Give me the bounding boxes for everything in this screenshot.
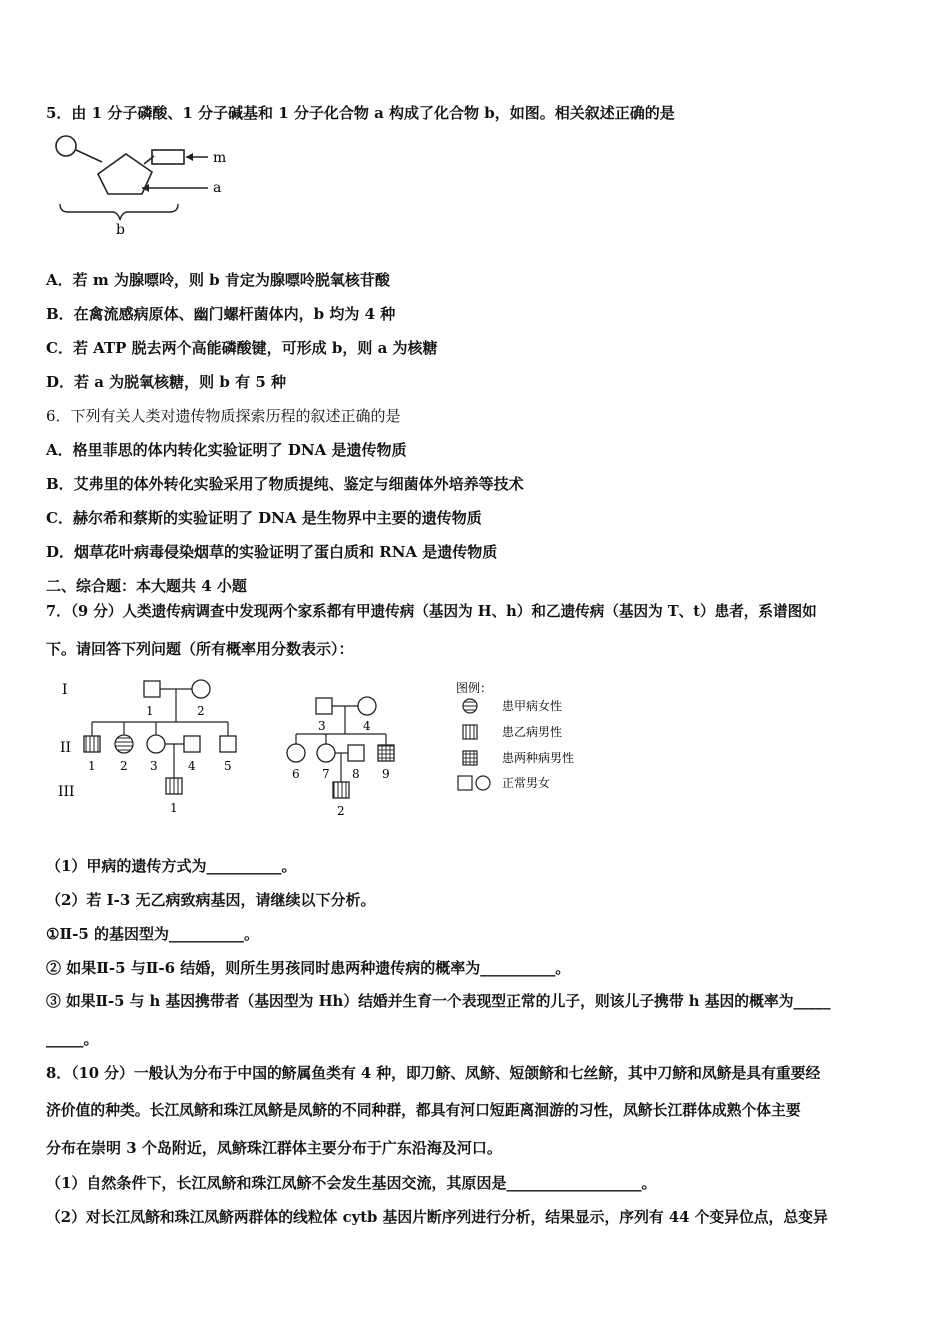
legend-item-1: 患甲病女性 <box>502 699 563 713</box>
q7-stem-line1: 7．（9 分）人类遗传病调查中发现两个家系都有甲遗传病（基因为 H、h）和乙遗传病（基因为 T、t）患者，系谱图如 <box>46 603 817 620</box>
q5-option-d: D．若 a 为脱氧核糖，则 b 有 5 种 <box>46 373 286 391</box>
brace-b <box>60 204 178 220</box>
f1-II4-male-normal <box>184 736 200 752</box>
q7-sub2: （2）若 I-3 无乙病致病基因，请继续以下分析。 <box>46 891 376 909</box>
phosphate-circle <box>56 136 76 156</box>
f1-num-II3: 3 <box>150 759 158 773</box>
f1-II1-male-disease-b <box>84 736 100 752</box>
f2-num-III2: 2 <box>337 804 345 818</box>
q6-option-b: B．艾弗里的体外转化实验采用了物质提纯、鉴定与细菌体外培养等技术 <box>46 475 524 493</box>
f1-II2-female-disease-a <box>115 735 133 753</box>
f1-num-II4: 4 <box>188 759 196 773</box>
q6-option-d: D．烟草花叶病毒侵染烟草的实验证明了蛋白质和 RNA 是遗传物质 <box>46 543 498 561</box>
f1-num-II2: 2 <box>120 759 128 773</box>
f2-I3-male-normal <box>316 698 332 714</box>
q8-stem-line3: 分布在崇明 3 个岛附近，凤鲚珠江群体主要分布于广东沿海及河口。 <box>46 1139 502 1157</box>
f2-num-I4: 4 <box>363 719 371 733</box>
f1-I2-female-normal <box>192 680 210 698</box>
q7-sub2-1: ①Ⅱ-5 的基因型为__________。 <box>46 925 259 943</box>
f2-II7-female-normal <box>317 744 335 762</box>
q5-option-a: A．若 m 为腺嘌呤，则 b 肯定为腺嘌呤脱氧核苷酸 <box>46 271 390 289</box>
f1-num-II1: 1 <box>88 759 96 773</box>
f2-num-II6: 6 <box>292 767 300 781</box>
f2-num-I3: 3 <box>318 719 326 733</box>
q6-stem: 6．下列有关人类对遗传物质探索历程的叙述正确的是 <box>46 407 401 425</box>
q5-option-c: C．若 ATP 脱去两个高能磷酸键，可形成 b，则 a 为核糖 <box>46 339 438 357</box>
q8-stem-line1: 8．（10 分）一般认为分布于中国的鲚属鱼类有 4 种，即刀鲚、凤鲚、短颌鲚和七丝鲚，其中刀鲚和凤鲚是具有重要经 <box>46 1065 821 1082</box>
f1-num-I2: 2 <box>197 704 205 718</box>
label-m: m <box>213 150 227 166</box>
section-heading: 二、综合题：本大题共 4 小题 <box>46 577 247 595</box>
legend-symbol-normal-female <box>476 776 490 790</box>
q7-sub1: （1）甲病的遗传方式为__________。 <box>46 857 297 875</box>
f1-III1-male-disease-b <box>166 778 182 794</box>
legend-title: 图例： <box>456 681 493 695</box>
label-a: a <box>213 180 222 196</box>
f1-II5-male-normal <box>220 736 236 752</box>
label-b: b <box>116 222 125 238</box>
q7-stem-line2: 下。请回答下列问题（所有概率用分数表示）： <box>46 640 354 658</box>
q8-sub2: （2）对长江凤鲚和珠江凤鲚两群体的线粒体 cytb 基因片断序列进行分析，结果显示，序列有 44 个变异位点，总变异 <box>46 1209 828 1226</box>
q7-sub2-2: ② 如果Ⅱ-5 与Ⅱ-6 结婚，则所生男孩同时患两种遗传病的概率为__________。 <box>46 959 571 977</box>
f2-III2-male-disease-b <box>333 782 349 798</box>
gen-label-iii: III <box>58 784 75 800</box>
q6-option-a: A．格里菲思的体内转化实验证明了 DNA 是遗传物质 <box>46 441 407 459</box>
f2-num-II9: 9 <box>382 767 390 781</box>
legend-item-4: 正常男女 <box>502 776 551 790</box>
pedigree-figure <box>52 672 612 820</box>
q8-sub1: （1）自然条件下，长江凤鲚和珠江凤鲚不会发生基因交流，其原因是__________________。 <box>46 1174 657 1192</box>
legend-symbol-both-diseases-male <box>463 751 477 765</box>
base-rect <box>152 150 184 164</box>
f2-I4-female-normal <box>358 697 376 715</box>
legend-symbol-disease-a-female <box>463 699 477 713</box>
legend-item-2: 患乙病男性 <box>502 725 563 739</box>
f1-num-III1: 1 <box>170 801 178 815</box>
legend-item-3: 患两种病男性 <box>502 751 575 765</box>
q7-sub2-3a: ③ 如果Ⅱ-5 与 h 基因携带者（基因型为 Hh）结婚并生育一个表现型正常的儿子，则该儿子携带 h 基因的概率为_____ <box>46 993 831 1010</box>
f1-num-II5: 5 <box>224 759 232 773</box>
q6-option-c: C．赫尔希和蔡斯的实验证明了 DNA 是生物界中主要的遗传物质 <box>46 509 482 527</box>
q5-option-b: B．在禽流感病原体、幽门螺杆菌体内，b 均为 4 种 <box>46 305 396 323</box>
f2-num-II8: 8 <box>352 767 360 781</box>
f2-II8-male-normal <box>348 745 364 761</box>
f1-num-I1: 1 <box>146 704 154 718</box>
q8-stem-line2: 济价值的种类。长江凤鲚和珠江凤鲚是凤鲚的不同种群，都具有河口短距离洄游的习性，凤鲚长江群体成熟个体主要 <box>46 1102 801 1119</box>
q7-sub2-3b: _____。 <box>46 1030 99 1048</box>
q5-stem: 5．由 1 分子磷酸、1 分子碱基和 1 分子化合物 a 构成了化合物 b，如图。相关叙述正确的是 <box>46 104 675 122</box>
gen-label-i: I <box>62 682 68 698</box>
legend-symbol-normal-male <box>458 776 472 790</box>
phosphate-bond <box>76 150 102 162</box>
nucleotide-diagram <box>52 132 242 242</box>
f2-II6-female-normal <box>287 744 305 762</box>
f2-II9-male-both-diseases <box>378 745 394 761</box>
f2-num-II7: 7 <box>322 767 330 781</box>
f1-II3-female-normal <box>147 735 165 753</box>
legend-symbol-disease-b-male <box>463 725 477 739</box>
f1-I1-male-normal <box>144 681 160 697</box>
gen-label-ii: II <box>60 740 72 756</box>
